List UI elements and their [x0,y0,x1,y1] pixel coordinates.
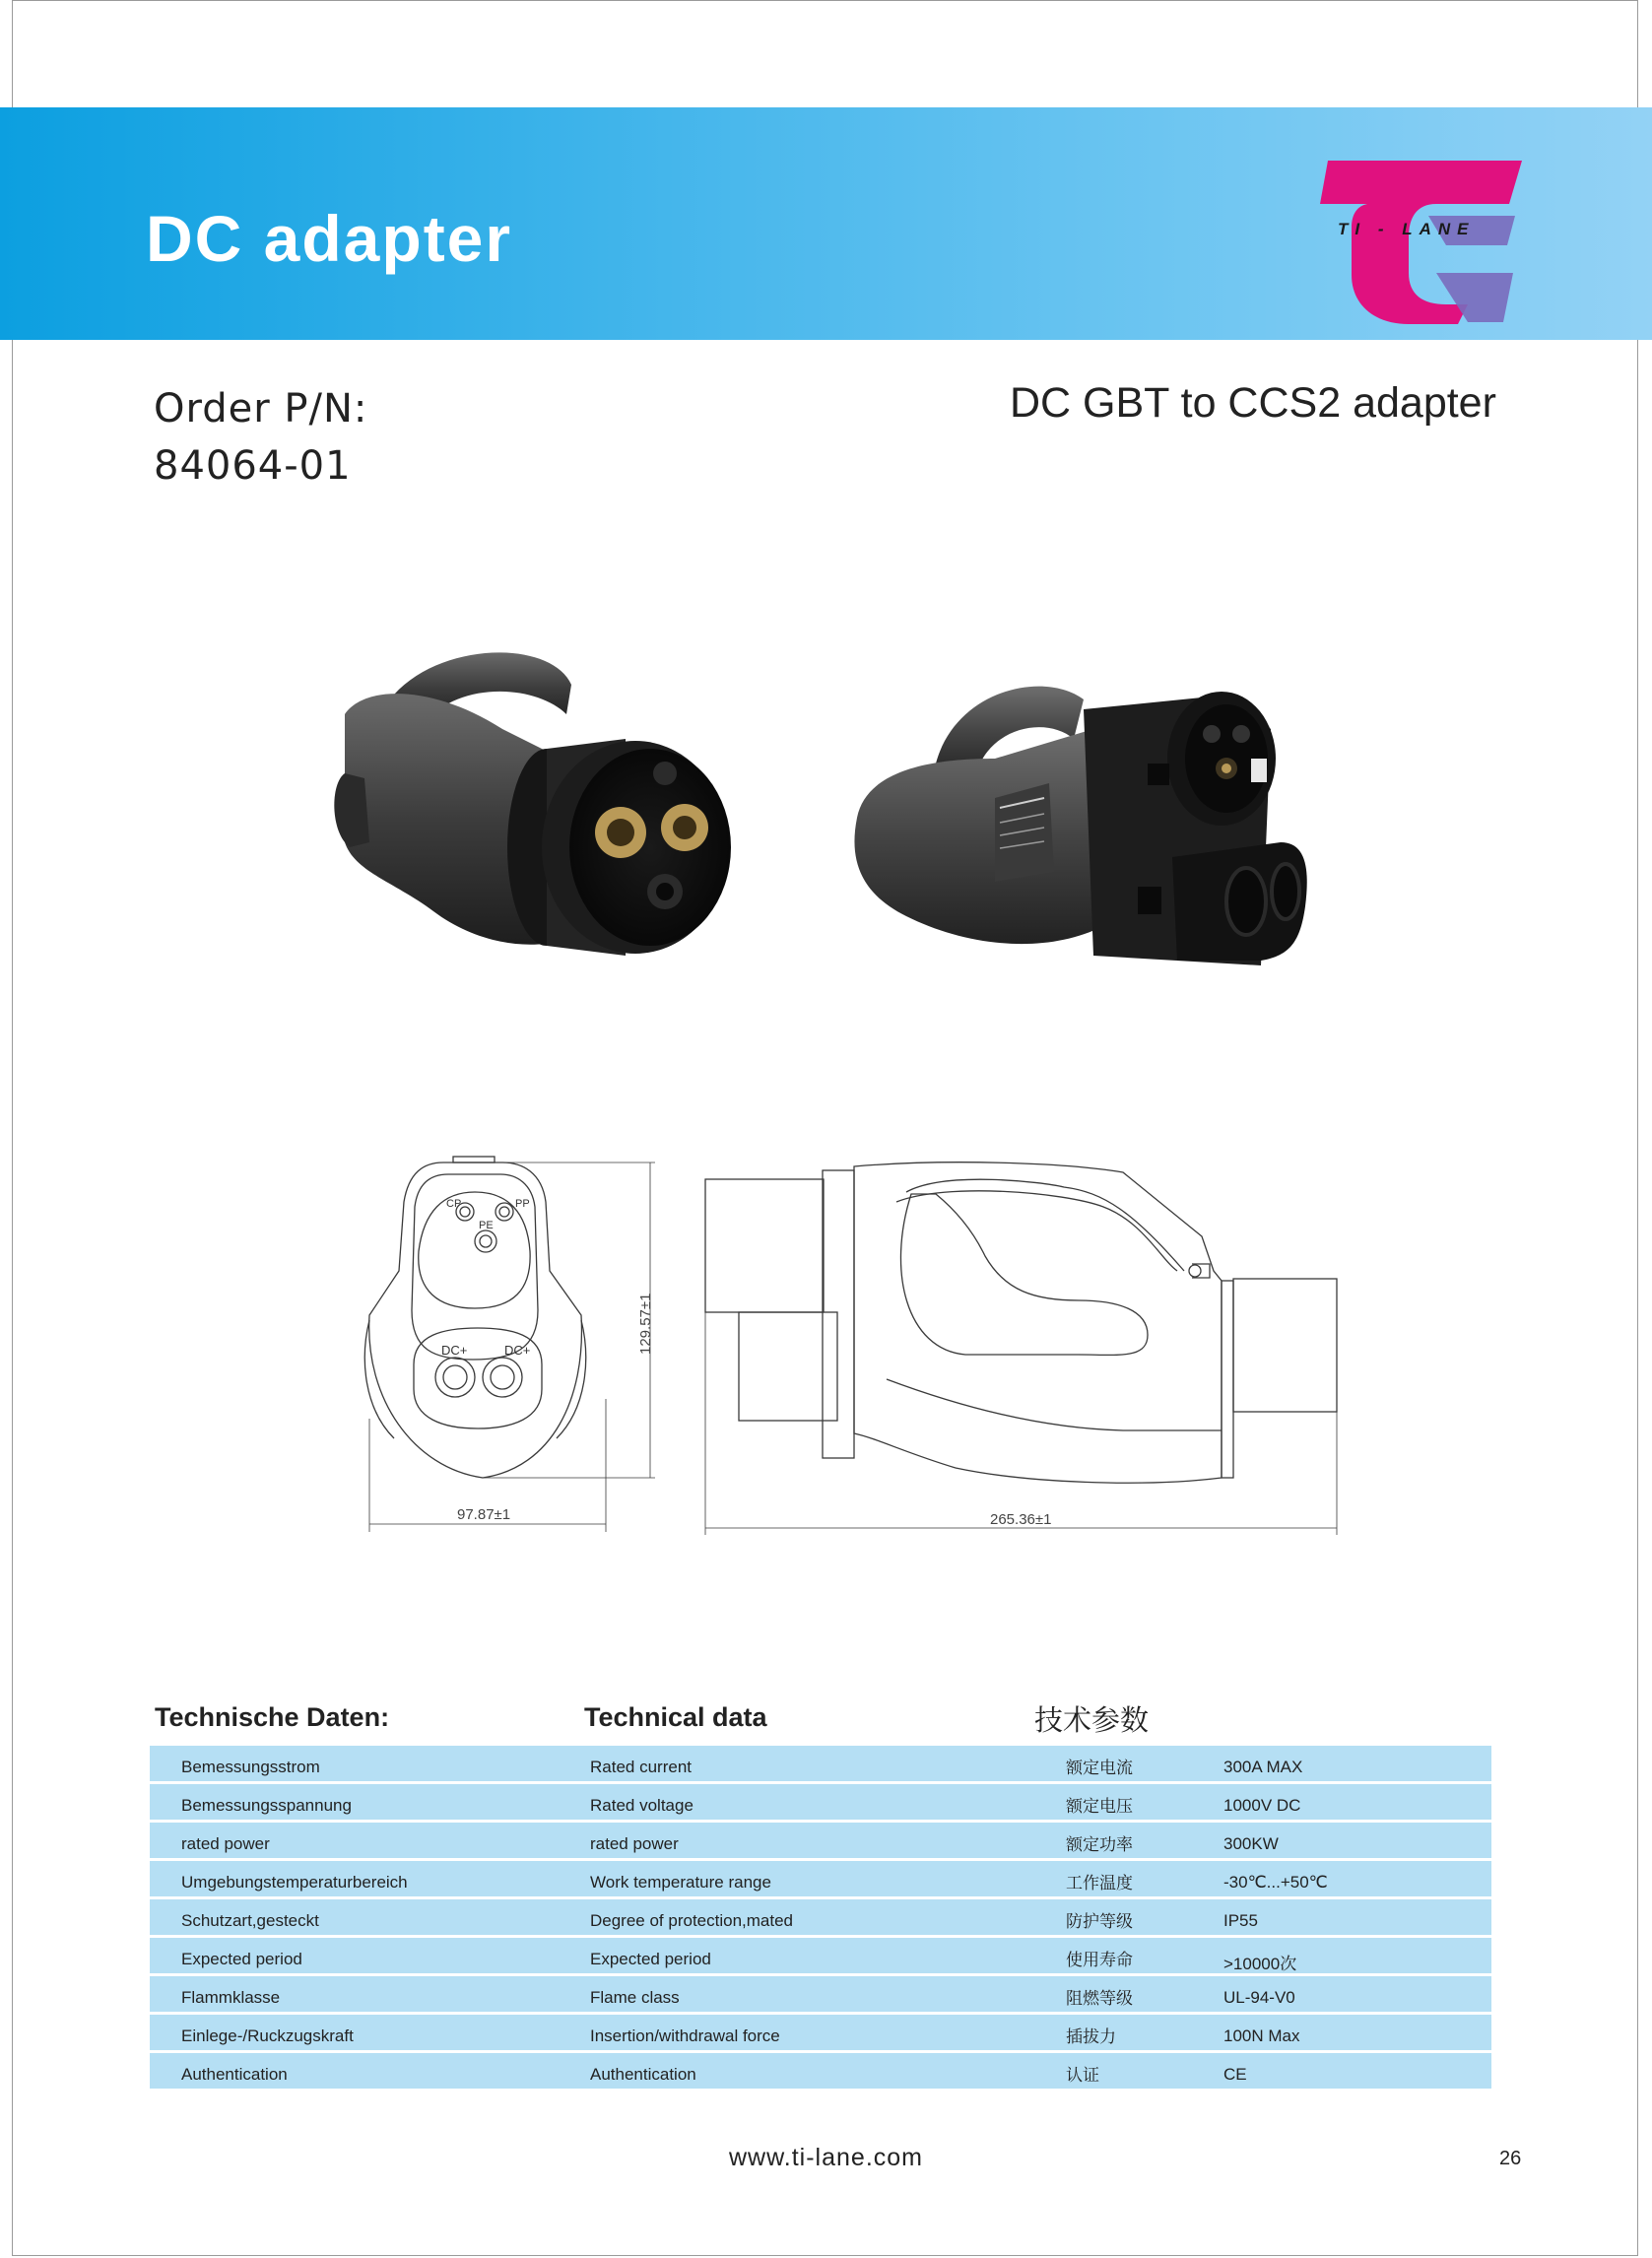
table-row [150,2015,1491,2050]
brand-name: TI - LANE [1338,220,1476,238]
table-row [150,1938,1491,1973]
cell-de: Umgebungstemperaturbereich [181,1873,408,1892]
cell-cn: 额定功率 [1066,1835,1133,1855]
cell-value: -30℃...+50℃ [1223,1873,1328,1892]
cell-value: UL-94-V0 [1223,1988,1295,2007]
height-dimension: 129.57±1 [637,1293,654,1355]
technical-drawing [355,1153,1350,1537]
ccs2-adapter-photo-rear [847,670,1320,975]
cell-cn: 阻燃等级 [1066,1989,1133,2009]
dc-plus-label-2: DC+ [504,1343,531,1358]
cell-de: Expected period [181,1950,302,1968]
cell-cn: 工作温度 [1066,1874,1133,1893]
order-pn-number: 84064-01 [154,443,352,489]
side-view-drawing [705,1162,1337,1535]
table-row [150,1976,1491,2012]
gbt-adapter-photo-front [325,645,768,970]
cell-value: 300A MAX [1223,1758,1303,1776]
width-dimension: 97.87±1 [457,1506,511,1523]
header-banner [0,107,1652,340]
footer-website-link[interactable]: www.ti-lane.com [729,2144,923,2171]
product-title: DC GBT to CCS2 adapter [1010,379,1496,427]
page-number: 26 [1499,2148,1522,2169]
cell-en: Rated voltage [590,1796,694,1815]
cell-value: 100N Max [1223,2026,1300,2045]
cell-de: Bemessungsstrom [181,1758,320,1776]
cell-en: Rated current [590,1758,692,1776]
tech-heading-en: Technical data [584,1702,767,1732]
cell-value: CE [1223,2065,1247,2084]
order-pn-label: Order P/N: [154,386,368,432]
ti-lane-logo-icon [1320,157,1527,330]
table-row [150,1823,1491,1858]
pe-label: PE [479,1220,494,1231]
cell-value: 1000V DC [1223,1796,1301,1815]
length-dimension: 265.36±1 [990,1511,1052,1528]
tech-data-table [150,1746,1491,2092]
pp-label: PP [515,1198,530,1210]
cell-en: Insertion/withdrawal force [590,2026,780,2045]
tech-heading-cn: 技术参数 [1034,1703,1150,1737]
cell-en: Expected period [590,1950,711,1968]
dc-plus-label-1: DC+ [441,1343,468,1358]
cell-cn: 使用寿命 [1066,1951,1133,1970]
cell-en: Flame class [590,1988,680,2007]
cell-value: 300KW [1223,1834,1279,1853]
cell-cn: 插拔力 [1066,2027,1116,2047]
table-row [150,1784,1491,1820]
cell-de: Schutzart,gesteckt [181,1911,319,1930]
front-view-drawing [364,1157,655,1532]
cell-cn: 额定电压 [1066,1797,1133,1817]
cell-de: Bemessungsspannung [181,1796,352,1815]
cell-value: IP55 [1223,1911,1258,1930]
cell-cn: 防护等级 [1066,1912,1133,1932]
cell-de: Authentication [181,2065,288,2084]
cell-de: Flammklasse [181,1988,281,2007]
cell-en: Degree of protection,mated [590,1911,794,1930]
table-row [150,1899,1491,1935]
table-row [150,1861,1491,1896]
cell-en: rated power [590,1834,679,1853]
page-title: DC adapter [146,202,513,275]
table-row [150,2053,1491,2089]
cell-de: rated power [181,1834,270,1853]
table-row [150,1746,1491,1781]
cell-cn: 认证 [1066,2066,1099,2086]
cell-cn: 额定电流 [1066,1759,1133,1778]
tech-heading-de: Technische Daten: [155,1702,390,1732]
cell-en: Authentication [590,2065,696,2084]
cell-value: >10000次 [1223,1955,1297,1973]
cell-de: Einlege-/Ruckzugskraft [181,2026,354,2045]
cp-label: CP [446,1198,462,1210]
cell-en: Work temperature range [590,1873,771,1892]
